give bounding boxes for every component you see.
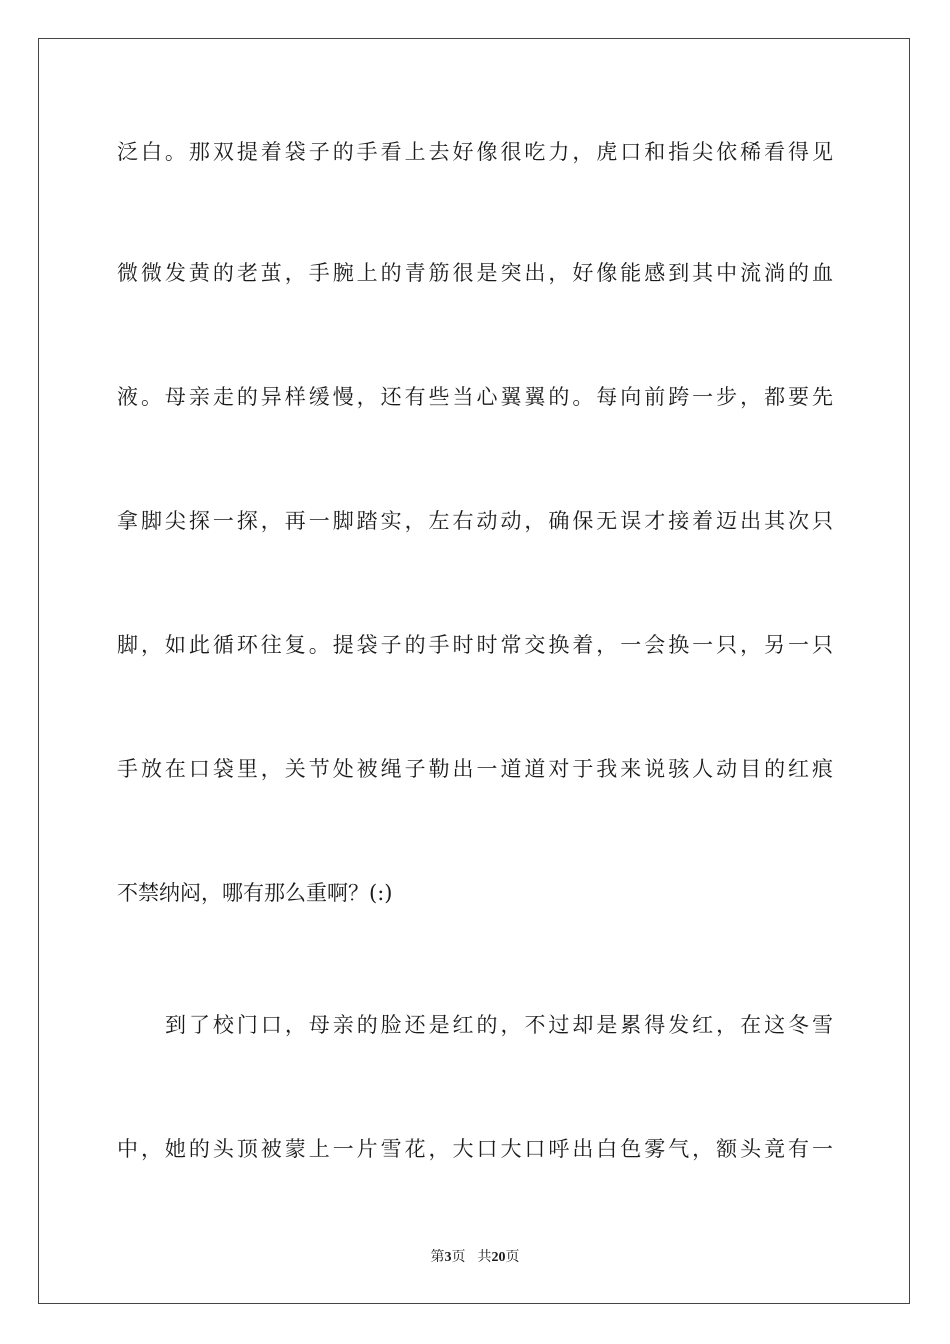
footer-page-prefix: 第 — [430, 1249, 445, 1265]
body-line-6: 手放在口袋里，关节处被绳子勒出一道道对于我来说骇人动目的红痕 — [117, 757, 833, 781]
body-line-3: 液。母亲走的异样缓慢，还有些当心翼翼的。每向前跨一步，都要先 — [117, 385, 833, 409]
body-line-8-indented: 到了校门口，母亲的脸还是红的，不过却是累得发红，在这冬雪 — [165, 1013, 833, 1037]
body-line-5: 脚，如此循环往复。提袋子的手时时常交换着，一会换一只，另一只 — [117, 633, 833, 657]
body-line-2: 微微发黄的老茧，手腕上的青筋很是突出，好像能感到其中流淌的血 — [117, 261, 833, 285]
footer-page-suffix: 页 — [451, 1249, 466, 1265]
page-border — [38, 38, 910, 1304]
footer-page-current: 3 — [444, 1250, 452, 1265]
page-footer — [0, 1248, 950, 1267]
body-line-1: 泛白。那双提着袋子的手看上去好像很吃力，虎口和指尖依稀看得见 — [117, 140, 833, 164]
footer-total-prefix: 共 — [477, 1249, 492, 1265]
body-line-4: 拿脚尖探一探，再一脚踏实，左右动动，确保无误才接着迈出其次只 — [117, 509, 833, 533]
footer-total-suffix: 页 — [505, 1249, 520, 1265]
footer-page-total: 20 — [491, 1250, 506, 1265]
body-line-9: 中，她的头顶被蒙上一片雪花，大口大口呼出白色雾气，额头竟有一 — [117, 1137, 833, 1161]
body-line-7: 不禁纳闷，哪有那么重啊？(:) — [117, 881, 393, 905]
